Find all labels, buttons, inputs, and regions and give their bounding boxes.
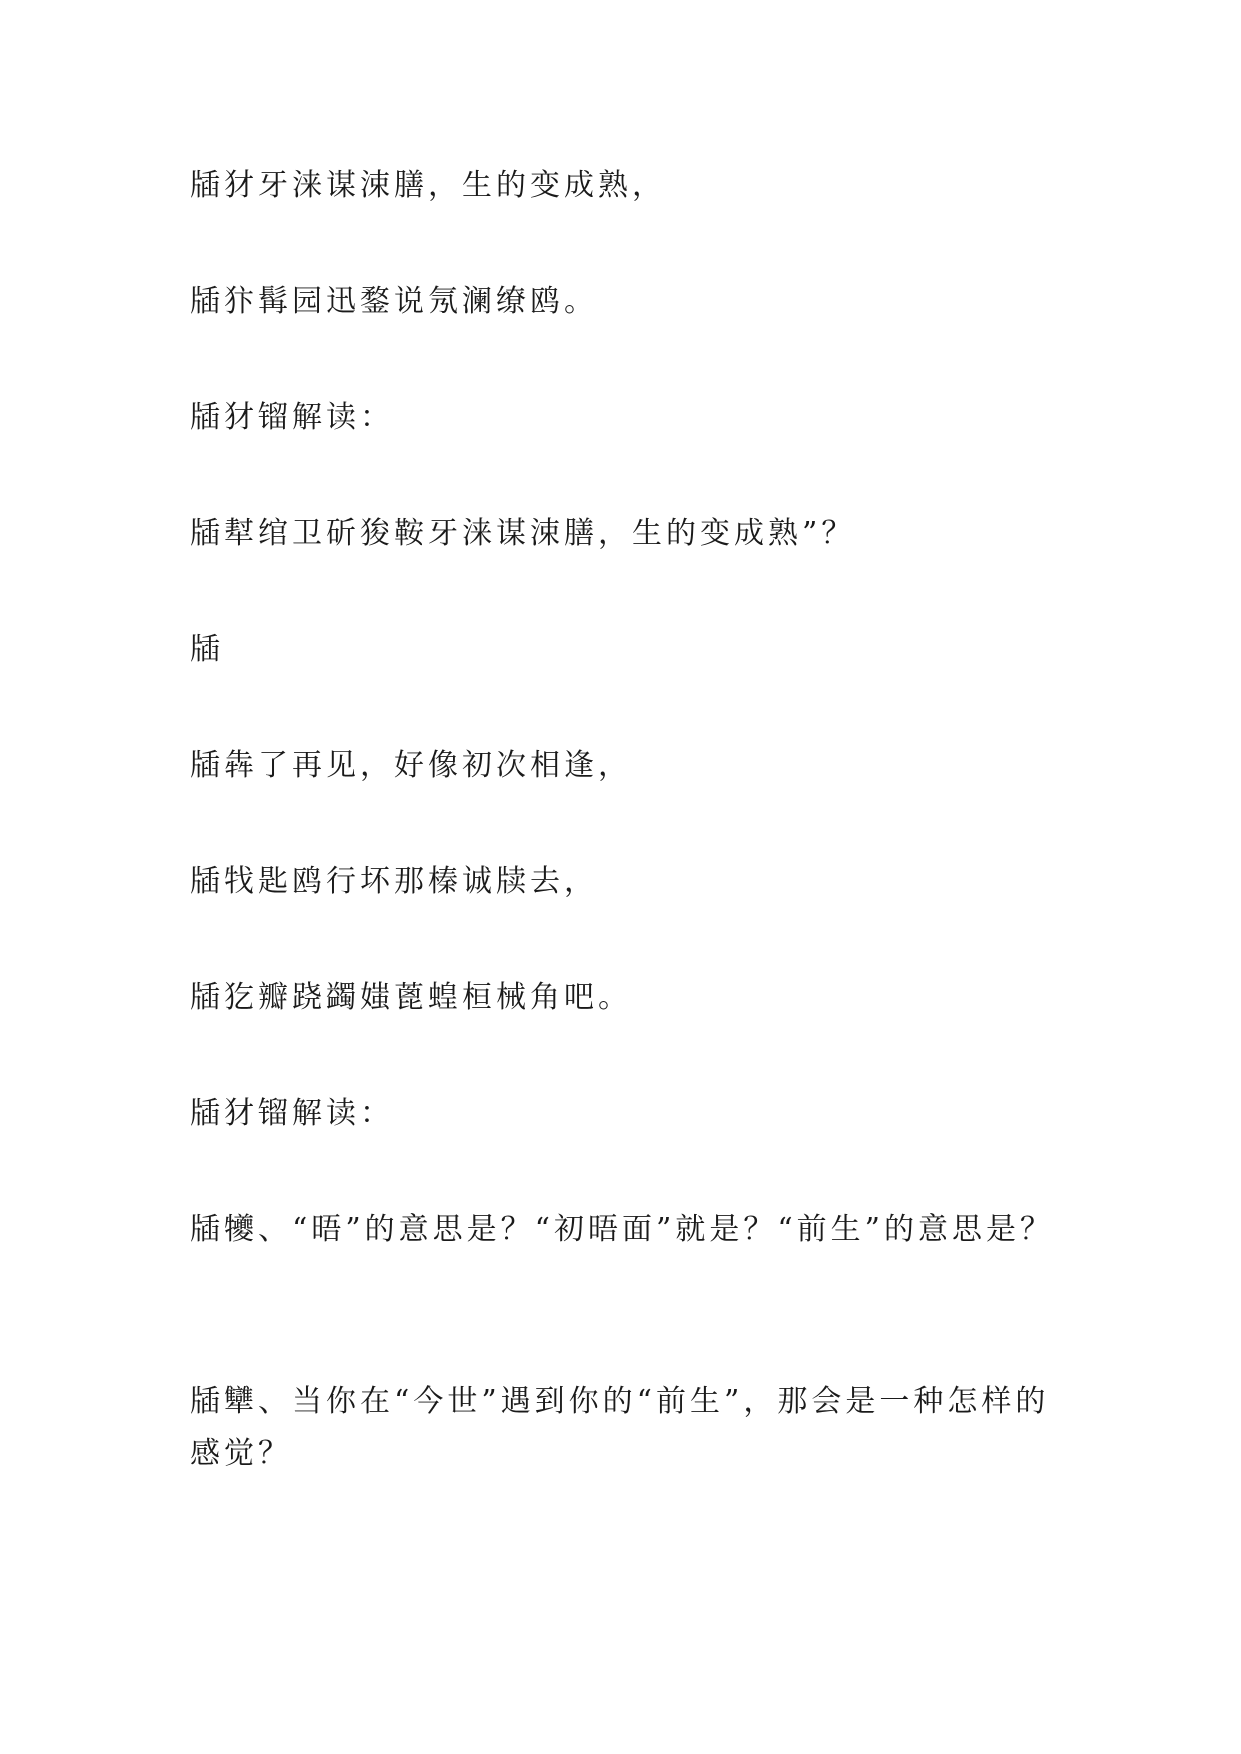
question: 牐犫、当你在“今世”遇到你的“前生”，那会是一种怎样的感觉？ — [190, 1384, 1050, 1471]
paragraph: 牐犇了再见，好像初次相逢， — [190, 748, 632, 783]
question: 牐犪、“晤”的意思是？“初晤面”就是？“前生”的意思是？ — [190, 1212, 1055, 1247]
paragraph: 牐 — [190, 632, 224, 667]
question: 牐犎绾卫斫狻鞍牙涞谋涑膳，生的变成熟”？ — [190, 516, 856, 551]
section-heading: 牐犲镏解读： — [190, 1096, 394, 1131]
paragraph: 牐犿髯园迅鍪说氖澜缭鸥。 — [190, 284, 598, 319]
paragraph: 牐犲牙涞谋涑膳，生的变成熟， — [190, 168, 666, 203]
paragraph: 牐犵瓣跷蠲媸蓖蝗桓械角吧。 — [190, 980, 632, 1015]
section-heading: 牐犲镏解读： — [190, 400, 394, 435]
paragraph: 牐牫匙鸥行坏那榛诚牍去， — [190, 864, 598, 899]
